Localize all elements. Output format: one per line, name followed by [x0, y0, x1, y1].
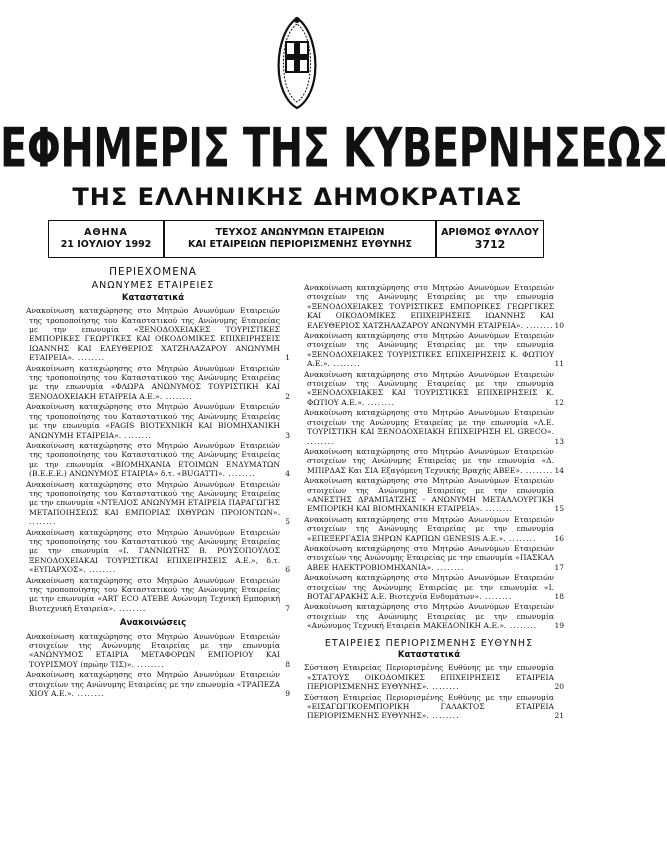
- entry-text: Ανακοίνωση καταχώρησης στο Μητρώο Ανωνύμων Εταιρειών στοιχείων της Ανώνυμης Εταιρείας με την επωνυμία «ΠΑΣΚΑΛ ΑΒΕΕ ΗΛΕΚΤΡΟΒΙΟΜΗΧΑΝΙΑ».: [304, 543, 554, 572]
- leader-dots: ........: [85, 565, 117, 575]
- entry-text: Ανακοίνωση καταχώρησης στο Μητρώο Ανωνύμων Εταιρειών της τροποποίησης του Καταστατικού της Ανώνυμης Εταιρείας με την επωνυμία «FAGIS ΒΙΟΤΕΧΝΙΚΗ ΚΑΙ ΒΙΟΜΗΧΑΝΙΚΗ ΑΝΩΝΥΜΗ ΕΤΑΙΡΕΙΑ».: [26, 402, 280, 440]
- issue-type-line2: ΚΑΙ ΕΤΑΙΡΕΙΩΝ ΠΕΡΙΟΡΙΣΜΕΝΗΣ ΕΥΘΥΝΗΣ: [187, 239, 413, 250]
- leader-dots: ........: [224, 469, 256, 479]
- contents-entry: [304, 602, 564, 631]
- entry-page-number: 20: [554, 682, 564, 692]
- leader-dots: ........: [133, 659, 165, 669]
- entry-text: Ανακοίνωση καταχώρησης στο Μητρώο Ανωνύμων Εταιρειών της τροποποίησης του Καταστατικού της Ανώνυμης Εταιρείας με την επωνυμία «ΝΤΕΛΙΟΣ ΑΝΩΝΥΜΗ ΕΤΑΙΡΕΙΑ ΠΑΡΑΓΩΓΗΣ ΜΕΤΑΠΟΙΗΣΕΩΣ ΚΑΙ ΕΜΠΟΡΙΑΣ ΙΧΘΥΡΩΝ ΠΡΟΙΟΝΤΩΝ».: [26, 479, 280, 517]
- entry-page-number: 15: [554, 504, 564, 514]
- leader-dots: ........: [523, 320, 554, 330]
- entry-text: Ανακοίνωση καταχώρησης στο Μητρώο Ανωνύμων Εταιρειών στοιχείων της Ανώνυμης Εταιρείας με την επωνυμία «ΕΠΕΞΕΡΓΑΣΙΑ ΞΗΡΩΝ ΚΑΡΠΩΝ GENESIS Α.Ε.».: [304, 514, 554, 543]
- entry-text: Ανακοίνωση καταχώρησης στο Μητρώο Ανωνύμων Εταιρειών της τροποποίησης του Καταστατικού της Ανώνυμης Εταιρείας με την επωνυμία «ΦΛΩΡΑ ΑΝΩΝΥΜΟΣ ΤΟΥΡΙΣΤΙΚΗ ΚΑΙ ΞΕΝΟΔΟΧΕΙΑΚΗ ΕΤΑΙΡΕΙΑ Α.Ε.».: [26, 363, 280, 401]
- entry-page-number: 4: [285, 469, 290, 479]
- contents-entry: [26, 479, 290, 527]
- contents-entry: [304, 369, 564, 408]
- contents-entry: [26, 631, 290, 670]
- subheading-statutes-epe: Καταστατικά: [397, 650, 461, 661]
- leader-dots: ........: [307, 436, 335, 446]
- entry-page-number: 16: [554, 533, 564, 543]
- subheading-statutes: Καταστατικά: [121, 292, 185, 303]
- entry-text: Ανακοίνωση καταχώρησης στο Μητρώο Ανωνύμων Εταιρειών στοιχείων της Ανώνυμης Εταιρείας με την επωνυμία «ΞΕΝΟΔΟΧΕΙΑΚΕΣ ΤΟΥΡΙΣΤΙΚΕΣ ΕΜΠΟΡΙΚΕΣ ΓΕΩΡΓΙΚΕΣ ΚΑΙ ΟΙΚΟΔΟΜΙΚΕΣ ΕΠΙΧΕΙΡΗΣΕΙΣ ΙΩΑΝΝΗΣ ΚΑΙ ΕΛΕΥΘΕΡΙΟΣ ΧΑΤΖΗΛΑΖΑΡΟΥ ΑΝΩΝΥΜΗ ΕΤΑΙΡΕΙΑ».: [304, 283, 554, 330]
- leader-dots: ........: [162, 391, 193, 401]
- entry-page-number: 14: [554, 465, 564, 475]
- contents-entry: [304, 543, 564, 572]
- contents-entry: [26, 670, 290, 699]
- entry-text: Ανακοίνωση καταχώρησης στο Μητρώο Ανωνύμων Εταιρειών στοιχείων της Ανώνυμης Εταιρείας με την επωνυμία «Ανώνυμος Τεχνική Εταιρεία ΜΑΚΕΔΟΝΙΚΗ Α.Ε.».: [304, 602, 554, 631]
- contents-entry: [304, 476, 564, 514]
- gazette-subtitle: ΤΗΣ ΕΛΛΗΝΙΚΗΣ ΔΗΜΟΚΡΑΤΙΑΣ: [72, 183, 523, 211]
- contents-entry: [304, 692, 564, 721]
- entry-text: Ανακοίνωση καταχώρησης στο Μητρώο Ανωνύμων Εταιρειών στοιχείων της Ανώνυμης Εταιρείας με την επωνυμία «Λ.Ε. ΤΟΥΡΙΣΤΙΚΗ ΚΑΙ ΞΕΝΟΔΟΧΕΙΑΚΗ ΕΠΙΧΕΙΡΗΣΗ EL GRECO».: [304, 408, 554, 437]
- leader-dots: ........: [433, 562, 465, 572]
- entry-text: Ανακοίνωση καταχώρησης στο Μητρώο Ανωνύμων Εταιρειών στοιχείων της Ανώνυμης Εταιρείας με την επωνυμία «ΑΝΕΣΤΗΣ ΔΡΑΜΠΑΤΖΗΣ - ΑΝΩΝΥΜΗ ΜΕΤΑΛΛΟΥΡΓΙΚΗ ΕΜΠΟΡΙΚΗ ΚΑΙ ΒΙΟΜΗΧΑΝΙΚΗ ΕΤΑΙΡΕΙΑ».: [304, 476, 554, 514]
- contents-entry: [304, 283, 564, 330]
- entry-page-number: 11: [554, 359, 564, 369]
- leader-dots: ........: [364, 397, 395, 407]
- entry-text: Ανακοίνωση καταχώρησης στο Μητρώο Ανωνύμων Εταιρειών στοιχείων της Ανώνυμης Εταιρείας με την επωνυμία «ΤΡΑΠΕΖΑ ΧΙΟΥ Α.Ε.».: [26, 670, 280, 699]
- coat-of-arms-emblem: [271, 12, 323, 112]
- entry-text: Ανακοίνωση καταχώρησης στο Μητρώο Ανωνύμων Εταιρειών της τροποποίησης του Καταστατικού της Ανώνυμης Εταιρείας με την επωνυμία «Ι. ΓΑΝΝΙΩΤΗΣ Β. ΡΟΥΣΟΠΟΥΛΟΣ ΞΕΝΟΔΟΧΕΙΑΚΑΙ ΤΟΥΡΙΣΤΙΚΑΙ ΕΠΙΧΕΙΡΗΣΕΙΣ Α.Ε.», δ.τ. «ΕΥΠΑΡΧΟΣ».: [26, 527, 280, 575]
- sheet-number-label: ΑΡΙΘΜΟΣ ΦΥΛΛΟΥ: [441, 227, 539, 238]
- leader-dots: ........: [505, 533, 537, 543]
- entry-text: Ανακοίνωση καταχώρησης στο Μητρώο Ανωνύμων Εταιρειών στοιχείων της Ανώνυμης Εταιρείας με την επωνυμία «ΞΕΝΟΔΟΧΕΙΑΚΕΣ ΚΑΙ ΤΟΥΡΙΣΤΙΚΕΣ ΕΠΙΧΕΙΡΗΣΕΙΣ Κ. ΦΩΤΙΟΥ Α.Ε.».: [304, 369, 554, 407]
- contents-right-column: [304, 283, 564, 722]
- entry-page-number: 13: [554, 436, 564, 446]
- city-label: ΑΘΗΝΑ: [84, 227, 128, 238]
- leader-dots: ........: [506, 621, 538, 631]
- contents-entry: [26, 440, 290, 479]
- entry-text: Σύσταση Εταιρείας Περιορισμένης Ευθύνης με την επωνυμία «ΣΤΑΤΟΥΣ ΟΙΚΟΔΟΜΙΚΕΣ ΕΠΙΧΕΙΡΗΣΕΙΣ ΕΤΑΙΡΕΙΑ ΠΕΡΙΟΡΙΣΜΕΝΗΣ ΕΥΘΥΝΗΣ».: [304, 663, 554, 692]
- entry-text: Ανακοίνωση καταχώρησης στο Μητρώο Ανωνύμων Εταιρειών στοιχείων της Ανώνυμης Εταιρείας με την επωνυμία «ΞΕΝΟΔΟΧΕΙΑΚΕΣ ΤΟΥΡΙΣΤΙΚΕΣ ΕΠΙΧΕΙΡΗΣΕΙΣ Κ. ΦΩΤΙΟΥ Α.Ε.».: [304, 331, 554, 369]
- entry-page-number: 12: [554, 397, 564, 407]
- contents-left-column: [26, 266, 290, 699]
- sheet-number-box: [436, 220, 544, 258]
- section-heading-anonymous: ΑΝΩΝΥΜΕΣ ΕΤΑΙΡΕΙΕΣ: [91, 280, 215, 292]
- contents-entry: [304, 573, 564, 601]
- date-box: [48, 220, 164, 258]
- entry-text: Ανακοίνωση καταχώρησης στο Μητρώο Ανωνύμων Εταιρειών στοιχείων της Ανώνυμης Εταιρείας με την επωνυμία «Δ. ΜΠΙΡΔΑΣ Και ΣΙΑ Εξαγόμενη Τεχνικής Βραχής ΑΒΕΕ».: [304, 446, 554, 475]
- entry-text: Σύσταση Εταιρείας Περιορισμένης Ευθύνης με την επωνυμία «ΕΙΣΑΓΩΓΙΚΟΕΜΠΟΡΙΚΗ ΓΑΛΑΚΤΟΣ ΕΤΑΙΡΕΙΑ ΠΕΡΙΟΡΙΣΜΕΝΗΣ ΕΥΘΥΝΗΣ».: [304, 692, 554, 721]
- entry-page-number: 1: [285, 353, 290, 363]
- leader-dots: ........: [428, 711, 460, 721]
- entry-page-number: 18: [554, 592, 564, 601]
- contents-entry: [26, 402, 290, 440]
- section-heading-limited: ΕΤΑΙΡΕΙΕΣ ΠΕΡΙΟΡΙΣΜΕΝΗΣ ΕΥΘΥΝΗΣ: [324, 637, 534, 649]
- sheet-number: 3712: [474, 238, 506, 251]
- entry-page-number: 6: [285, 565, 290, 575]
- entry-page-number: 19: [554, 621, 564, 631]
- issue-type-box: [164, 220, 436, 258]
- entry-page-number: 3: [285, 430, 290, 440]
- subheading-announcements: Ανακοινώσεις: [119, 618, 187, 629]
- issue-date: 21 ΙΟΥΛΙΟΥ 1992: [60, 239, 152, 250]
- leader-dots: ........: [121, 430, 152, 440]
- entry-text: Ανακοίνωση καταχώρησης στο Μητρώο Ανωνύμων Εταιρειών της τροποποίησης του Καταστατικού της Ανώνυμης Εταιρείας με την επωνυμία «ΞΕΝΟΔΟΧΕΙΑΚΕΣ ΤΟΥΡΙΣΤΙΚΕΣ ΕΜΠΟΡΙΚΕΣ ΓΕΩΡΓΙΚΕΣ ΚΑΙ ΟΙΚΟΔΟΜΙΚΕΣ ΕΠΙΧΕΙΡΗΣΕΙΣ ΙΩΑΝΝΗΣ ΚΑΙ ΕΛΕΥΘΕΡΙΟΣ ΧΑΤΖΗΛΑΖΑΡΟΥ ΑΝΩΝΥΜΗ ΕΤΑΙΡΕΙΑ».: [26, 306, 280, 363]
- issue-type-line1: ΤΕΥΧΟΣ ΑΝΩΝΥΜΩΝ ΕΤΑΙΡΕΙΩΝ: [215, 227, 385, 238]
- gazette-title: ΕΦΗΜΕΡΙΣ ΤΗΣ ΚΥΒΕΡΝΗΣΕΩΣ: [0, 118, 667, 181]
- contents-entry: [304, 514, 564, 543]
- entry-page-number: 21: [554, 711, 564, 721]
- contents-entry: [26, 575, 290, 614]
- leader-dots: ........: [428, 682, 460, 692]
- leader-dots: ........: [481, 592, 513, 601]
- contents-entry: [304, 408, 564, 446]
- contents-entry: [304, 446, 564, 475]
- entry-page-number: 5: [285, 517, 290, 527]
- contents-entry: [26, 363, 290, 402]
- entry-page-number: 10: [554, 320, 564, 330]
- contents-entry: [26, 306, 290, 363]
- entry-text: Ανακοίνωση καταχώρησης στο Μητρώο Ανωνύμων Εταιρειών της τροποποίησης του Καταστατικού της Ανώνυμης Εταιρείας με την επωνυμία «ART ECO ΑΤΕΒΕ Ανώνυμη Τεχνική Εμπορική Βιοτεχνική Εταιρεία».: [26, 575, 280, 613]
- entry-page-number: 7: [285, 603, 290, 613]
- leader-dots: ........: [74, 353, 106, 363]
- entry-page-number: 2: [285, 391, 290, 401]
- entry-page-number: 17: [554, 562, 564, 572]
- entry-text: Ανακοίνωση καταχώρησης στο Μητρώο Ανωνύμων Εταιρειών στοιχείων της Ανώνυμης Εταιρείας με την επωνυμία «ΑΝΩΝΥΜΟΣ ΕΤΑΙΡΙΑ ΜΕΤΑΦΟΡΩΝ ΕΜΠΟΡΙΟΥ ΚΑΙ ΤΟΥΡΙΣΜΟΥ (πρώην ΤΙΣ)».: [26, 631, 280, 669]
- leader-dots: ........: [73, 689, 105, 699]
- entry-page-number: 9: [285, 689, 290, 699]
- contents-entry: [304, 663, 564, 692]
- entry-page-number: 8: [285, 659, 290, 669]
- leader-dots: ........: [29, 517, 57, 527]
- leader-dots: ........: [329, 359, 361, 369]
- contents-heading: ΠΕΡΙΕΧΟΜΕΝΑ: [109, 266, 197, 278]
- entry-text: Ανακοίνωση καταχώρησης στο Μητρώο Ανωνύμων Εταιρειών στοιχείων της Ανώνυμης Εταιρείας με την επωνυμία «Ι. ΒΟΤΑΓΑΡΑΚΗΣ Α.Ε. Βιοτεχνία Ενδυμάτων».: [304, 573, 554, 601]
- contents-entry: [26, 527, 290, 575]
- entry-text: Ανακοίνωση καταχώρησης στο Μητρώο Ανωνύμων Εταιρειών της τροποποίησης του Καταστατικού της Ανώνυμης Εταιρείας με την επωνυμία «ΒΙΟΜΗΧΑΝΙΑ ΕΤΟΙΜΩΝ ΕΝΔΥΜΑΤΩΝ (Β.Ε.Ε.Ε.) ΑΝΩΝΥΜΟΣ ΕΤΑΙΡΙΑ» δ.τ. «BUGATTI».: [26, 440, 280, 479]
- leader-dots: ........: [115, 603, 147, 613]
- leader-dots: ........: [522, 465, 554, 475]
- contents-entry: [304, 331, 564, 369]
- leader-dots: ........: [482, 504, 514, 514]
